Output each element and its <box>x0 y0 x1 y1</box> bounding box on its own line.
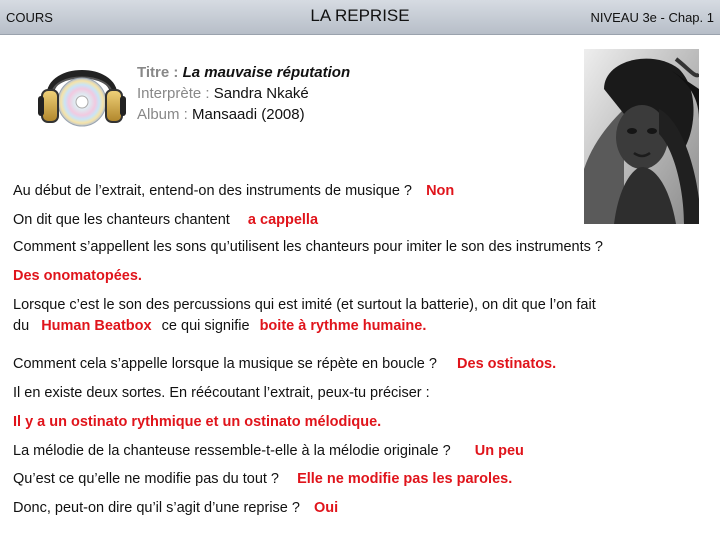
answer-4-beatbox: Human Beatbox <box>41 318 152 334</box>
question-2: On dit que les chanteurs chantent <box>13 212 230 228</box>
level-label: NIVEAU 3e - Chap. 1 <box>590 10 714 25</box>
answer-2: a cappella <box>247 212 319 228</box>
question-9: Donc, peut-on dire qu’il s’agit d’une reprise ? <box>13 500 300 516</box>
qa-row-1 <box>13 183 454 199</box>
song-title-row <box>137 62 350 83</box>
course-label: COURS <box>6 10 53 25</box>
question-4-line1: Lorsque c’est le son des percussions qui est imité (et surtout la batterie), on dit que l’on fait <box>13 297 596 313</box>
album-value: Mansaadi (2008) <box>192 106 305 123</box>
qa-row-8 <box>13 471 512 487</box>
answer-9: Oui <box>314 500 339 516</box>
question-4-mid: ce qui signifie <box>161 318 250 334</box>
answer-8: Elle ne modifie pas les paroles. <box>297 471 513 487</box>
answer-6-row <box>13 414 381 430</box>
qa-row-9 <box>13 500 338 516</box>
answer-4-meaning: boite à rythme humaine. <box>259 318 427 334</box>
qa-row-7 <box>13 443 524 459</box>
page-title: LA REPRISE <box>310 6 410 25</box>
artist-value: Sandra Nkaké <box>213 85 309 102</box>
question-3-row <box>13 239 603 255</box>
answer-5: Des ostinatos. <box>457 356 557 372</box>
answer-4-row <box>13 318 426 334</box>
question-6: Il en existe deux sortes. En réécoutant l’extrait, peux-tu préciser : <box>13 385 430 401</box>
question-1: Au début de l’extrait, entend-on des instruments de musique ? <box>13 183 412 199</box>
headphones-cd-icon <box>34 52 130 132</box>
question-8: Qu’est ce qu’elle ne modifie pas du tout ? <box>13 471 279 487</box>
answer-7: Un peu <box>474 443 524 459</box>
question-4-row <box>13 297 596 313</box>
song-info <box>137 62 350 125</box>
answer-3: Des onomatopées. <box>13 268 142 284</box>
question-3: Comment s’appellent les sons qu’utilisent les chanteurs pour imiter le son des instruments ? <box>13 239 603 255</box>
qa-row-5 <box>13 356 556 372</box>
album-row <box>137 104 350 125</box>
answer-1: Non <box>426 183 455 199</box>
qa-row-2 <box>13 212 318 228</box>
artist-row <box>137 83 350 104</box>
question-5: Comment cela s’appelle lorsque la musique se répète en boucle ? <box>13 356 437 372</box>
song-title-value: La mauvaise réputation <box>182 64 351 81</box>
answer-6: Il y a un ostinato rythmique et un ostinato mélodique. <box>13 414 382 430</box>
singer-portrait <box>584 49 699 224</box>
question-4-du: du <box>13 318 30 334</box>
question-7: La mélodie de la chanteuse ressemble-t-elle à la mélodie originale ? <box>13 443 451 459</box>
title-bar <box>0 0 720 35</box>
artist-label: Interprète : <box>137 85 210 102</box>
answer-3-row <box>13 268 142 284</box>
album-label: Album : <box>137 106 188 123</box>
question-6-row <box>13 385 430 401</box>
song-title-label: Titre : <box>137 64 179 81</box>
